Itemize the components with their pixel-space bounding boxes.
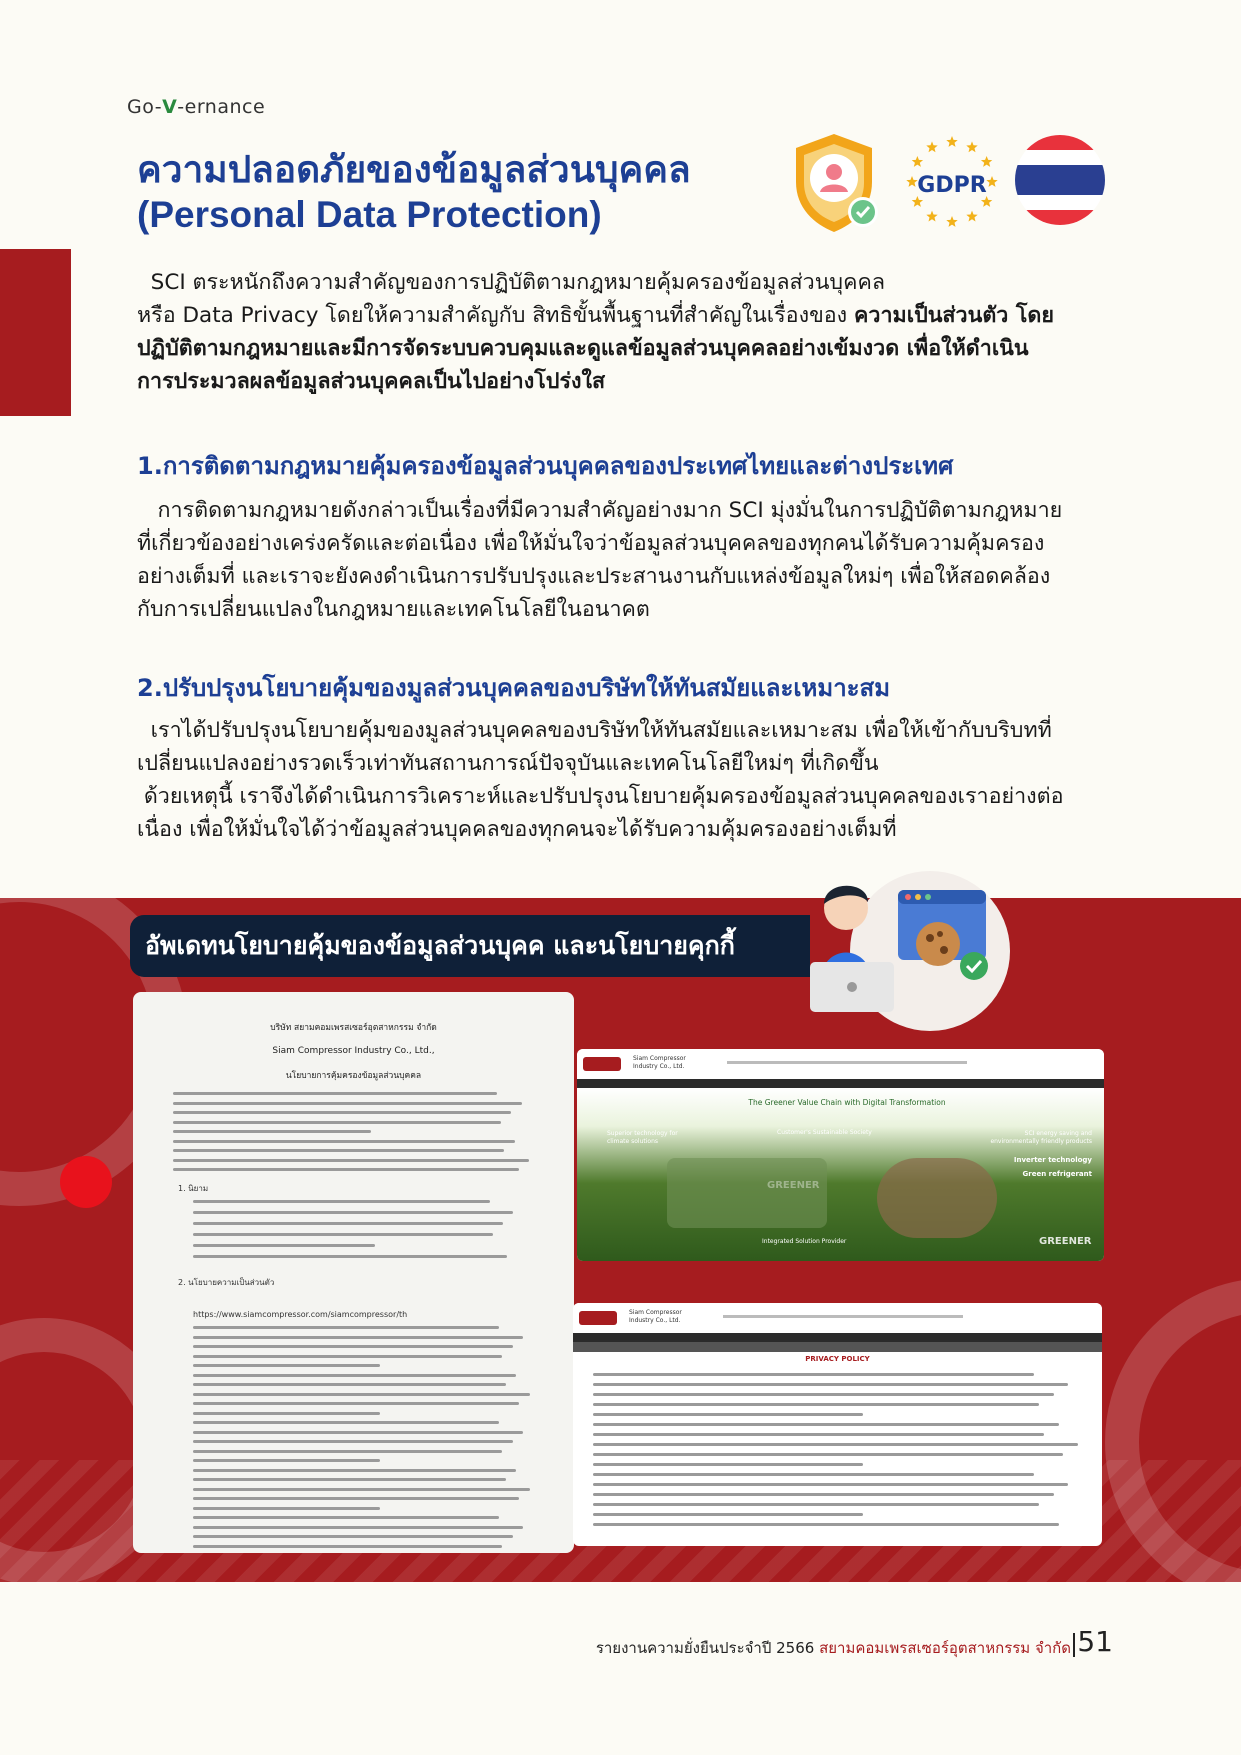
hero-city-diagram — [667, 1158, 827, 1228]
site-company-name: Siam Compressor Industry Co., Ltd. — [633, 1055, 686, 1070]
text-line-placeholder — [193, 1326, 499, 1329]
doc-title: นโยบายการคุ้มครองข้อมูลส่วนบุคคล — [285, 1071, 422, 1081]
site-breadcrumb — [573, 1342, 1102, 1352]
site-nav-bar — [573, 1303, 1102, 1334]
hero-title: The Greener Value Chain with Digital Transformation — [748, 1098, 946, 1107]
text-line-placeholder — [193, 1383, 506, 1386]
brand-logo — [127, 96, 265, 118]
gdpr-star — [906, 176, 917, 187]
text-line-placeholder — [173, 1121, 501, 1124]
privacy-policy-document — [133, 992, 574, 1553]
text-line-placeholder — [193, 1440, 513, 1443]
brand-mark: V — [162, 96, 178, 118]
website-privacy-screenshot — [573, 1303, 1102, 1546]
site-sub-nav — [577, 1079, 1104, 1088]
gdpr-star — [912, 156, 923, 167]
page-title-english: (Personal Data Protection) — [137, 194, 602, 235]
cookie-consent-illustration — [790, 866, 1020, 1036]
gdpr-stars-icon — [900, 132, 1004, 232]
site-logo — [579, 1311, 617, 1325]
text-line-placeholder — [193, 1488, 530, 1491]
text-line-placeholder — [593, 1493, 1054, 1496]
page-title-thai: ความปลอดภัยของข้อมูลส่วนบุคคล — [137, 148, 691, 191]
site-nav-bar — [577, 1049, 1104, 1080]
doc-section-definitions: 1. นิยาม — [178, 1184, 209, 1193]
text-line-placeholder — [193, 1412, 380, 1415]
text-line-placeholder — [193, 1402, 519, 1405]
hero-provider: Integrated Solution Provider — [762, 1238, 847, 1245]
text-line-placeholder — [193, 1421, 499, 1424]
text-line-placeholder — [193, 1244, 375, 1247]
text-line-placeholder — [193, 1222, 503, 1225]
text-line-placeholder — [193, 1364, 380, 1367]
intro-paragraph: SCI ตระหนักถึงความสำคัญของการปฏิบัติตามกฎหมายคุ้มครองข้อมูลส่วนบุคคล หรือ Data Privacy โดยให้ความสำคัญกับ สิทธิขั้นพื้นฐานที่สำคัญในเรื่องของ ความเป็นส่วนตัว โดย ปฏิบัติตามกฎหมายและมีการจัดระบบควบคุมและดูแลข้อมูลส่วนบุคคลอย่างเข้มงวด เพื่อให้ดำเนิน การประมวลผลข้อมูลส่วนบุคคลเป็นไปอย่างโปร่งใส — [137, 270, 1054, 394]
gdpr-star — [946, 136, 957, 147]
text-line-placeholder — [193, 1535, 513, 1538]
hero-family-photo — [877, 1158, 997, 1238]
shield-user-icon — [790, 130, 890, 234]
gdpr-label: GDPR — [917, 173, 987, 198]
text-line-placeholder — [593, 1423, 1059, 1426]
text-line-placeholder — [593, 1513, 863, 1516]
section-1-heading: 1.การติดตามกฎหมายคุ้มครองข้อมูลส่วนบุคคลของประเทศไทยและต่างประเทศ — [137, 452, 954, 480]
text-line-placeholder — [193, 1345, 513, 1348]
text-line-placeholder — [173, 1168, 519, 1171]
doc-section-privacy: 2. นโยบายความเป็นส่วนตัว — [178, 1278, 275, 1287]
text-line-placeholder — [173, 1140, 515, 1143]
text-line-placeholder — [193, 1393, 530, 1396]
section-2-heading: 2.ปรับปรุงนโยบายคุ้มของมูลส่วนบุคคลของบริษัทให้ทันสมัยและเหมาะสม — [137, 674, 891, 702]
text-line-placeholder — [593, 1523, 1059, 1526]
side-accent-bar — [0, 249, 71, 416]
site-sub-nav — [573, 1333, 1102, 1342]
text-line-placeholder — [193, 1255, 507, 1258]
text-line-placeholder — [193, 1469, 516, 1472]
hero-greener-2: GREENER — [1039, 1236, 1092, 1247]
gdpr-star — [966, 211, 977, 222]
text-line-placeholder — [593, 1413, 863, 1416]
text-line-placeholder — [193, 1545, 502, 1548]
site-menu — [727, 1061, 967, 1064]
hero-inverter: Inverter technology — [1013, 1156, 1092, 1164]
text-line-placeholder — [593, 1373, 1034, 1376]
hero-left-text: Superior technology for climate solutions — [607, 1130, 678, 1145]
text-line-placeholder — [193, 1336, 523, 1339]
text-line-placeholder — [593, 1463, 863, 1466]
text-line-placeholder — [593, 1393, 1054, 1396]
text-line-placeholder — [193, 1526, 523, 1529]
text-line-placeholder — [593, 1473, 1034, 1476]
hero-refrigerant: Green refrigerant — [1022, 1170, 1092, 1178]
footer-divider — [1073, 1633, 1075, 1657]
gdpr-star — [926, 141, 937, 152]
doc-url: https://www.siamcompressor.com/siamcompressor/th — [193, 1310, 408, 1319]
footer-report — [596, 1636, 1071, 1660]
text-line-placeholder — [593, 1443, 1078, 1446]
website-home-screenshot — [577, 1049, 1104, 1261]
hero-center-text: Customer's Sustainable Society — [777, 1129, 872, 1136]
text-line-placeholder — [193, 1374, 516, 1377]
text-line-placeholder — [593, 1383, 1068, 1386]
text-line-placeholder — [193, 1211, 513, 1214]
text-line-placeholder — [173, 1149, 504, 1152]
site-company-name: Siam Compressor Industry Co., Ltd. — [629, 1309, 682, 1324]
text-line-placeholder — [193, 1507, 380, 1510]
gdpr-star — [981, 156, 992, 167]
section-2-body: เราได้ปรับปรุงนโยบายคุ้มของมูลส่วนบุคคลของบริษัทให้ทันสมัยและเหมาะสม เพื่อให้เข้ากับบริบทที่ เปลี่ยนแปลงอย่างรวดเร็วเท่าทันสถานการณ์ปัจจุบันและเทคโนโลยีใหม่ๆ ที่เกิดขึ้น ด้วยเหตุนี้ เราจึงได้ดำเนินการวิเคราะห์และปรับปรุงนโยบายคุ้มครองข้อมูลส่วนบุคคลของเราอย่างต่อ เนื่อง เพื่อให้มั่นใจได้ว่าข้อมูลส่วนบุคคลของทุกคนจะได้รับความคุ้มครองอย่างเต็มที่ — [137, 718, 1064, 842]
text-line-placeholder — [193, 1459, 380, 1462]
site-menu — [723, 1315, 963, 1318]
doc-company-english: Siam Compressor Industry Co., Ltd., — [272, 1046, 435, 1056]
text-line-placeholder — [193, 1431, 523, 1434]
text-line-placeholder — [593, 1403, 1039, 1406]
doc-company-thai: บริษัท สยามคอมเพรสเซอร์อุตสาหกรรม จำกัด — [270, 1023, 437, 1033]
gdpr-star — [946, 216, 957, 227]
gdpr-star — [966, 141, 977, 152]
page-number: 51 — [1077, 1625, 1113, 1658]
text-line-placeholder — [193, 1200, 490, 1203]
brand-suffix: -ernance — [177, 96, 266, 118]
text-line-placeholder — [173, 1130, 371, 1133]
section-1-body: การติดตามกฎหมายดังกล่าวเป็นเรื่องที่มีความสำคัญอย่างมาก SCI มุ่งมั่นในการปฏิบัติตามกฎหมาย ที่เกี่ยวข้องอย่างเคร่งครัดและต่อเนื่อง เพื่อให้มั่นใจว่าข้อมูลส่วนบุคคลของทุกคนได้รับความคุ้มครอง อย่างเต็มที่ และเราจะยังคงดำเนินการปรับปรุงและประสานงานกับแหล่งข้อมูลใหม่ๆ เพื่อให้สอดคล้อง กับการเปลี่ยนแปลงในกฎหมายและเทคโนโลยีในอนาคต — [137, 498, 1063, 622]
text-line-placeholder — [193, 1450, 502, 1453]
text-line-placeholder — [193, 1516, 499, 1519]
text-line-placeholder — [193, 1478, 506, 1481]
text-line-placeholder — [193, 1497, 519, 1500]
privacy-page-title: PRIVACY POLICY — [805, 1355, 870, 1363]
text-line-placeholder — [193, 1355, 502, 1358]
brand-prefix: Go- — [127, 96, 163, 118]
footer-company: สยามคอมเพรสเซอร์อุตสาหกรรม จำกัด — [819, 1639, 1071, 1657]
text-line-placeholder — [173, 1111, 511, 1114]
text-line-placeholder — [593, 1503, 1039, 1506]
text-line-placeholder — [593, 1433, 1044, 1436]
site-logo — [583, 1057, 621, 1071]
site-hero — [577, 1088, 1104, 1261]
decor-dot — [60, 1156, 112, 1208]
policy-banner-text: อัพเดทนโยบายคุ้มของข้อมูลส่วนบุคค และนโยบายคุกกี้ — [145, 931, 735, 960]
footer-report-name: รายงานความยั่งยืนประจำปี 2566 — [595, 1639, 815, 1657]
hero-right-text: SCI energy saving and environmentally friendly products — [990, 1130, 1092, 1145]
text-line-placeholder — [193, 1233, 493, 1236]
thai-flag-icon — [1014, 134, 1106, 226]
text-line-placeholder — [173, 1092, 497, 1095]
text-line-placeholder — [173, 1159, 529, 1162]
text-line-placeholder — [593, 1483, 1068, 1486]
gdpr-star — [926, 211, 937, 222]
text-line-placeholder — [173, 1102, 522, 1105]
text-line-placeholder — [593, 1453, 1063, 1456]
gdpr-star — [986, 176, 997, 187]
